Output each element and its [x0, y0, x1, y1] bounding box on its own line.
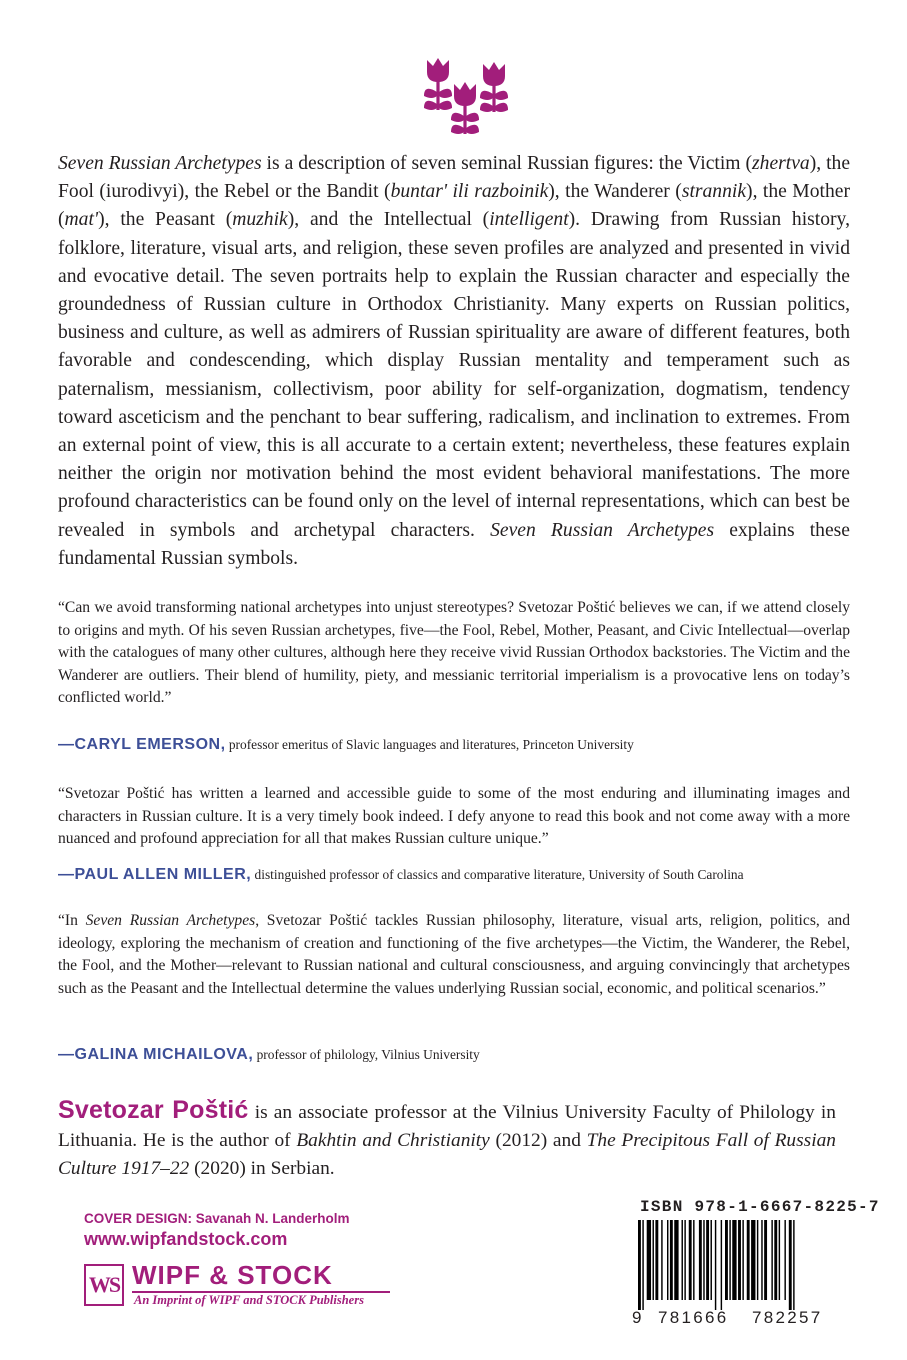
endorsement-attribution — [58, 735, 858, 755]
barcode-digits-right: 782257 — [752, 1308, 823, 1327]
author-bio: Svetozar Poštić is an associate professor at the Vilnius University Faculty of Philology in Lithuania. He is the author of Bakhtin and Christianity (2012) and The Precipitous Fall of Russian Culture 1917–22 (2020) in Serbian. — [58, 1096, 836, 1180]
endorser-role: distinguished professor of classics and comparative literature, University of South Carolina — [251, 867, 744, 882]
book-description: Seven Russian Archetypes is a description of seven seminal Russian figures: the Victim (zhertva), the Fool (iurodivyi), the Rebel or the Bandit (buntar' ili razboinik), the Wanderer (strannik), the Mother (mat'), the Peasant (muzhik), and the Intellectual (intelligent). Drawing from Russian history, folklore, literature, visual arts, and religion, these seven profiles are analyzed and presented in vivid and evocative detail. The seven portraits help to explain the Russian character and especially the groundedness of Russian culture in Orthodox Christianity. Many experts on Russian politics, business and culture, as well as admirers of Russian spirituality are aware of different features, both favorable and condescending, which display Russian mentality and temperament such as paternalism, messianism, collectivism, poor ability for self-organization, dogmatism, tendency toward asceticism and the penchant to bear suffering, radicalism, and inclination to extremes. From an external point of view, this is all accurate to a certain extent; nevertheless, these features explain neither the origin nor motivation behind the most evident behavioral manifestations. The more profound characteristics can be found only on the level of internal representations, which can best be revealed in symbols and archetypal characters. Seven Russian Archetypes explains these fundamental Russian symbols. — [58, 153, 851, 569]
endorser-name: —GALINA MICHAILOVA, — [58, 1046, 254, 1063]
endorsement-attribution — [58, 1045, 858, 1065]
publisher-logo — [84, 1262, 404, 1310]
tulip-ornament-icon — [410, 58, 520, 136]
publisher-tagline: An Imprint of WIPF and STOCK Publishers — [134, 1293, 364, 1307]
barcode-digits-left: 781666 — [658, 1308, 729, 1327]
barcode-digit-first: 9 — [632, 1308, 642, 1327]
publisher-name: WIPF & STOCK — [132, 1260, 333, 1290]
endorsement-quote: “In Seven Russian Archetypes, Svetozar Poštić tackles Russian philosophy, literature, visual arts, religion, politics, and ideology, exploring the mechanism of creation and functioning of the five archetypes—the Victim, the Wanderer, the Rebel, the Fool, and the Mother—relevant to Russian national and cultural consciousness, and arguing convincingly that archetypes such as the Peasant and the Intellectual determine the values underlying Russian social, economic, and political scenarios.” — [58, 912, 851, 997]
author-name: Svetozar Poštić — [58, 1096, 249, 1124]
endorsement-quote: “Can we avoid transforming national archetypes into unjust stereotypes? Svetozar Poštić believes we can, if we attend closely to origins and myth. Of his seven Russian archetypes, five—the Fool, Rebel, Mother, Peasant, and Civic Intellectual—overlap with the catalogues of many other cultures, although here they receive vivid Russian Orthodox backstories. The Victim and the Wanderer are outliers. Their blend of humility, piety, and messianic territorial imperialism is a provocative lens on today’s conflicted world.” — [58, 599, 850, 707]
barcode-digits — [632, 1308, 848, 1330]
endorsement-attribution — [58, 865, 858, 885]
publisher-monogram: WS — [84, 1264, 124, 1306]
publisher-website[interactable]: www.wipfandstock.com — [84, 1229, 288, 1249]
endorser-role: professor of philology, Vilnius University — [253, 1047, 480, 1062]
endorser-name: —PAUL ALLEN MILLER, — [58, 866, 252, 883]
barcode-icon — [636, 1220, 844, 1310]
cover-design-credit: COVER DESIGN: Savanah N. Landerholm — [84, 1211, 350, 1226]
endorser-name: —CARYL EMERSON, — [58, 736, 226, 753]
isbn-label: ISBN 978-1-6667-8225-7 — [640, 1198, 880, 1216]
endorsement-quote: “Svetozar Poštić has written a learned and accessible guide to some of the most enduring and illuminating images and characters in Russian culture. It is a very timely book indeed. I defy anyone to read this book and not come away with a more nuanced and profound appreciation for all that makes Russian culture unique.” — [58, 785, 850, 848]
endorser-role: professor emeritus of Slavic languages and literatures, Princeton University — [225, 737, 634, 752]
